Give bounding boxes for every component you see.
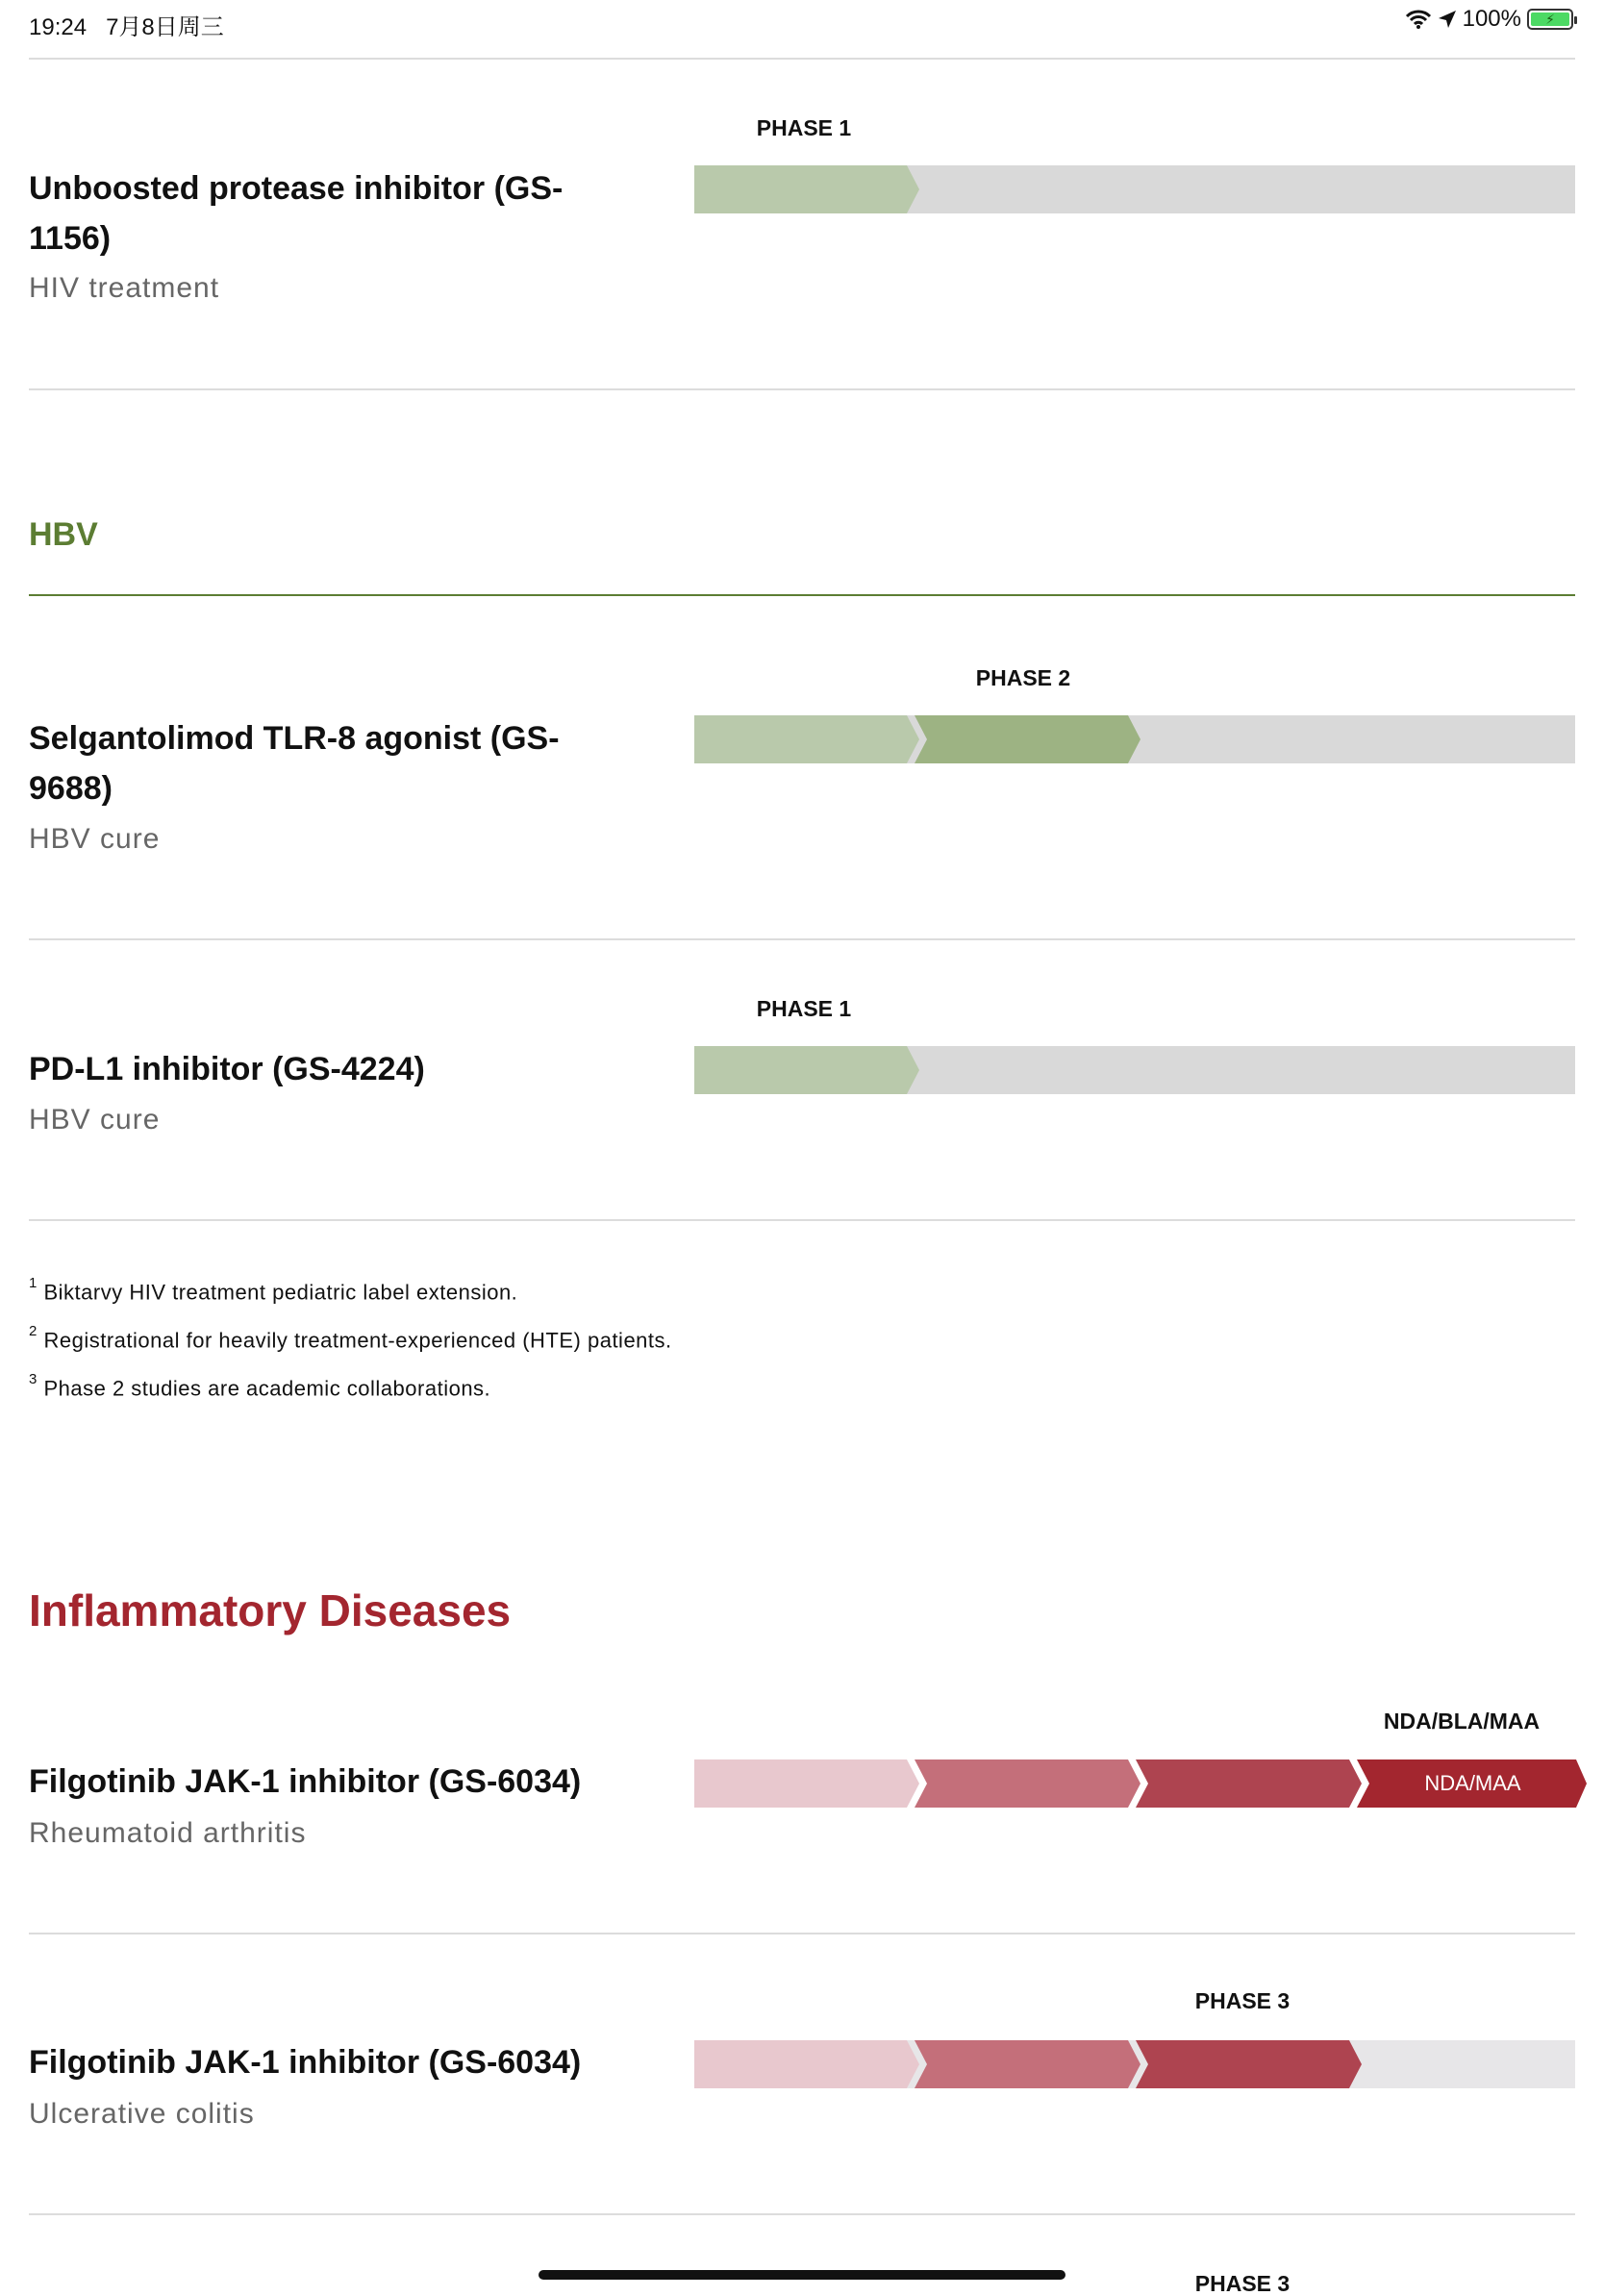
footnote-text: Phase 2 studies are academic collaborations. bbox=[43, 1376, 491, 1401]
divider bbox=[29, 2213, 1575, 2215]
drug-name: Selgantolimod TLR-8 agonist (GS-9688) bbox=[29, 720, 560, 807]
stage-segment-1 bbox=[694, 715, 919, 763]
drug-name: Unboosted protease inhibitor (GS-1156) bbox=[29, 170, 564, 257]
section-heading-inflammatory: Inflammatory Diseases bbox=[29, 1585, 512, 1635]
drug-indication: HIV treatment bbox=[29, 272, 220, 304]
stage-segment-1 bbox=[694, 1759, 919, 1808]
footnote-text: Registrational for heavily treatment-experienced (HTE) patients. bbox=[43, 1328, 672, 1353]
phase-label: PHASE 2 bbox=[975, 665, 1071, 690]
footnote-text: Biktarvy HIV treatment pediatric label extension. bbox=[43, 1280, 518, 1305]
drug-name: Filgotinib JAK-1 inhibitor (GS-6034) bbox=[29, 2044, 582, 2081]
battery-percent: 100% bbox=[1462, 6, 1521, 32]
status-date: 7月8日周三 bbox=[106, 14, 224, 40]
drug-indication: Ulcerative colitis bbox=[29, 2098, 255, 2130]
divider bbox=[29, 58, 1575, 60]
divider bbox=[29, 1219, 1575, 1221]
footnote-1 bbox=[29, 1275, 518, 1305]
phase-label: PHASE 3 bbox=[1194, 2271, 1291, 2296]
stage-segment-2 bbox=[915, 715, 1140, 763]
footnote-number: 1 bbox=[29, 1275, 38, 1291]
final-stage-label: NDA/MAA bbox=[1424, 1771, 1521, 1795]
phase-progress-bar bbox=[694, 715, 1575, 763]
charging-bolt-icon: ⚡ bbox=[1531, 12, 1569, 26]
drug-name: Filgotinib JAK-1 inhibitor (GS-6034) bbox=[29, 1763, 582, 1800]
divider bbox=[29, 1933, 1575, 1934]
footnote-number: 3 bbox=[29, 1371, 38, 1387]
drug-indication: HBV cure bbox=[29, 823, 161, 855]
drug-indication: Rheumatoid arthritis bbox=[29, 1817, 307, 1849]
location-icon bbox=[1438, 10, 1457, 29]
wifi-icon bbox=[1405, 9, 1432, 30]
drug-name: PD-L1 inhibitor (GS-4224) bbox=[29, 1051, 425, 1087]
battery-icon bbox=[1527, 9, 1573, 30]
phase-label: PHASE 1 bbox=[756, 996, 852, 1021]
section-divider-hbv bbox=[29, 594, 1575, 596]
stage-segment-2 bbox=[915, 1759, 1140, 1808]
divider bbox=[29, 388, 1575, 390]
phase-progress-bar bbox=[694, 1046, 1575, 1094]
phase-label: PHASE 3 bbox=[1194, 1988, 1291, 2013]
home-indicator[interactable] bbox=[539, 2270, 1065, 2280]
footnote-2 bbox=[29, 1323, 672, 1353]
stage-segment-3 bbox=[1136, 2040, 1362, 2088]
phase-progress-bar bbox=[694, 165, 1575, 213]
phase-label: NDA/BLA/MAA bbox=[1383, 1709, 1541, 1734]
footnote-number: 2 bbox=[29, 1323, 38, 1339]
stage-segment-1 bbox=[694, 165, 919, 213]
stage-segment-1 bbox=[694, 2040, 919, 2088]
status-clock: 19:24 bbox=[29, 14, 88, 40]
phase-progress-bar bbox=[694, 2040, 1575, 2088]
stage-segment-1 bbox=[694, 1046, 919, 1094]
stage-segment-3 bbox=[1136, 1759, 1362, 1808]
status-time bbox=[29, 8, 224, 41]
phase-label: PHASE 1 bbox=[756, 115, 852, 140]
divider bbox=[29, 938, 1575, 940]
section-heading-hbv: HBV bbox=[29, 516, 98, 553]
footnote-3 bbox=[29, 1371, 491, 1401]
stage-segment-2 bbox=[915, 2040, 1140, 2088]
status-indicators bbox=[1405, 6, 1573, 33]
drug-indication: HBV cure bbox=[29, 1104, 161, 1136]
phase-progress-bar bbox=[694, 1759, 1589, 1808]
